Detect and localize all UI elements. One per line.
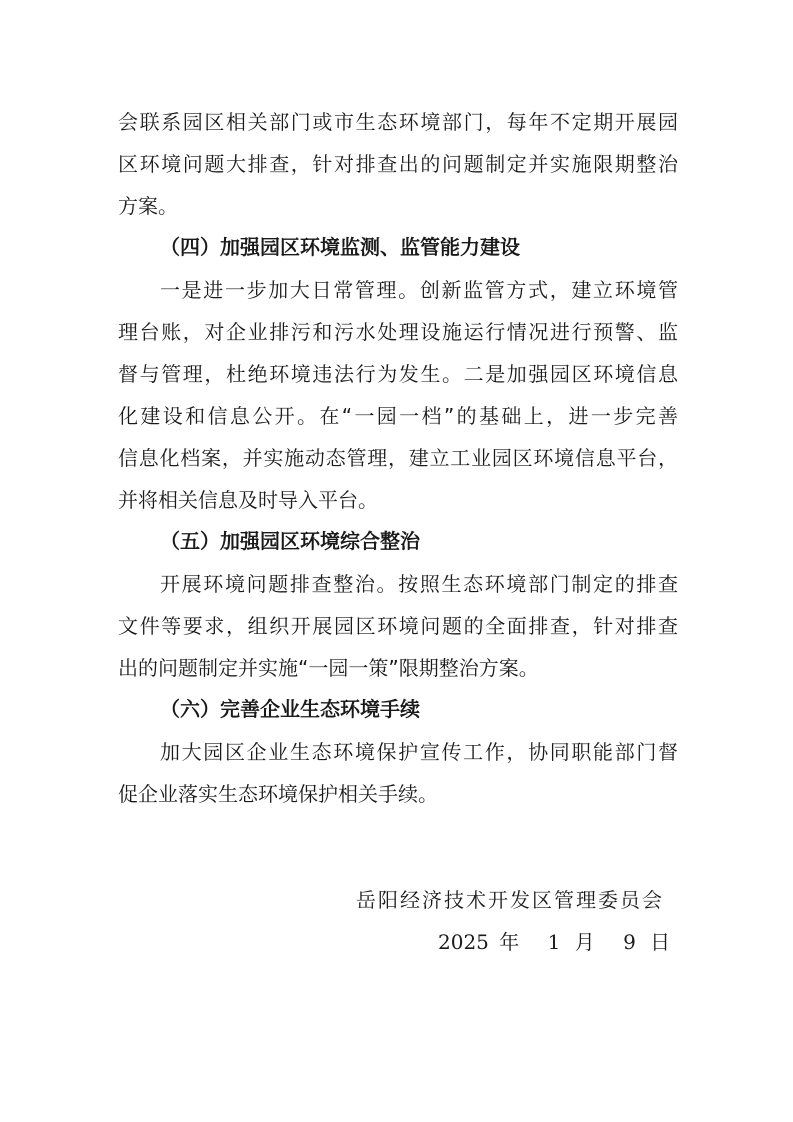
section6-heading: （六）完善企业生态环境手续 (160, 697, 420, 721)
section4-line-2: 理台账，对企业排污和污水处理设施运行情况进行预警、监 (118, 320, 678, 344)
signature-date (438, 927, 670, 957)
section5-line-1: 开展环境问题排查整治。按照生态环境部门制定的排查 (160, 572, 678, 596)
date-day: 9 (623, 930, 636, 954)
section4-line-6: 并将相关信息及时导入平台。 (118, 488, 378, 512)
section4-line-3: 督与管理，杜绝环境违法行为发生。二是加强园区环境信息 (118, 362, 678, 386)
section6-line-2: 促企业落实生态环境保护相关手续。 (118, 782, 438, 806)
section5-heading: （五）加强园区环境综合整治 (160, 529, 420, 553)
section4-line-4: 化建设和信息公开。在“一园一档”的基础上，进一步完善 (118, 404, 678, 428)
section5-line-2: 文件等要求，组织开展园区环境问题的全面排查，针对排查 (118, 614, 678, 638)
date-month: 1 (547, 930, 561, 954)
section4-line-5: 信息化档案，并实施动态管理，建立工业园区环境信息平台， (118, 446, 678, 470)
date-month-unit: 月 (574, 930, 595, 954)
section4-heading: （四）加强园区环境监测、监管能力建设 (160, 235, 520, 259)
section4-line-1: 一是进一步加大日常管理。创新监管方式，建立环境管 (160, 278, 678, 302)
date-year-unit: 年 (499, 930, 520, 954)
date-day-unit: 日 (650, 930, 671, 954)
para1-line-3: 方案。 (118, 194, 178, 218)
para1-line-2: 区环境问题大排查，针对排查出的问题制定并实施限期整治 (118, 152, 678, 176)
section5-line-3: 出的问题制定并实施“一园一策”限期整治方案。 (118, 656, 539, 680)
date-year: 2025 (438, 930, 489, 954)
para1-line-1: 会联系园区相关部门或市生态环境部门，每年不定期开展园 (118, 110, 678, 134)
signature-org: 岳阳经济技术开发区管理委员会 (356, 888, 664, 912)
section6-line-1: 加大园区企业生态环境保护宣传工作，协同职能部门督 (160, 740, 678, 764)
